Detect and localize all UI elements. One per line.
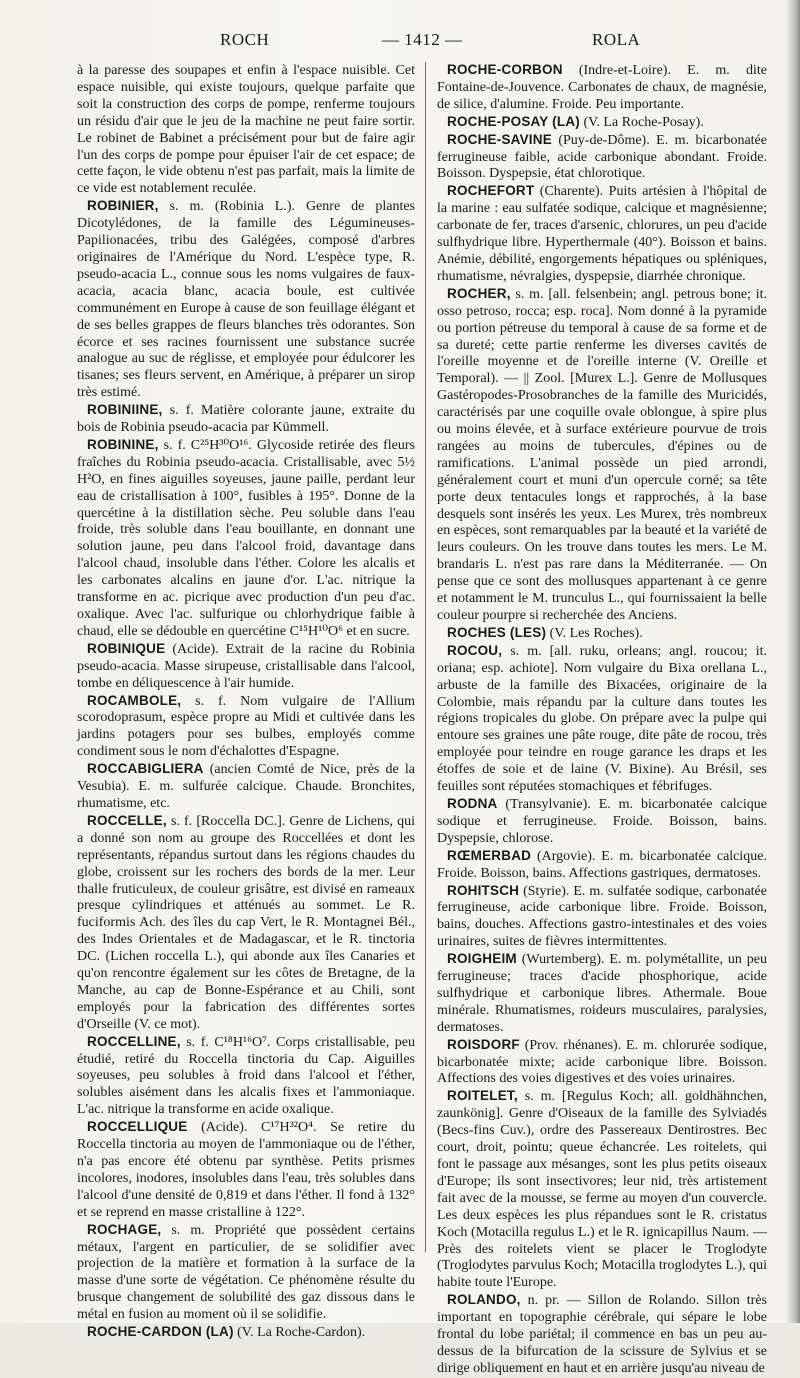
entry-text: n. pr. — Sillon de Rolando. Sillon très important en topographie cérébrale, qui sépare le lobe frontal du lobe pariétal; il commence en bas un peu au-dessus de la bifurcation de la scissure de Sylvius et se dirige obliquement en haut et en arrière jusqu'au niveau de xyxy=(437,1293,767,1376)
entry-text: (V. La Roche-Posay). xyxy=(579,114,704,130)
entry-headword: ROCHE-POSAY (LA) xyxy=(447,113,580,129)
entry-text: (Indre-et-Loire). E. m. dite Fontaine-de-Jouvence. Carbonates de chaux, de magnésie, de silice, d'alumine. Froide. Peu importante. xyxy=(437,63,767,112)
entry-text: s. m. [Regulus Koch; all. goldhähnchen, zaunkönig]. Genre d'Oiseaux de la famille des Sylviadés (Becs-fins Cuv.), ordre des Passereaux Dentirostres. Bec court, droit, pointu; queue échancrée. Les roitelets, qui font le passage aux mésanges, sont les plus petits oiseaux d'Europe; ils sont insectivores; leur nid, très artistement fait avec de la mousse, se ferme au moyen d'un couvercle. Les deux espèces les plus répandues sont le R. cristatus Koch (Motacilla regulus L.) et le R. ignicapillus Naum. — Près des roitelets vient se placer le Troglodyte (Troglodytes parvulus Koch; Motacilla troglodytes L.), qui habite toute l'Europe. xyxy=(437,1089,767,1291)
entry-text: (Charente). Puits artésien à l'hôpital de la marine : eau sulfatée sodique, calcique et magnésienne; carbonate de fer, traces d'arsenic, chlorures, un peu d'acide sulfhydrique libre. Hyperthermale (40°). Boisson et bains. Anémie, débilité, engorgements hépatiques ou spléniques, rhumatisme, névralgies, dyspepsie, diarrhée chronique. xyxy=(437,184,767,284)
entry-text: à la paresse des soupapes et enfin à l'espace nuisible. Cet espace nuisible, qui existe toujours, quelque parfaite que soit la construction des corps de pompe, renferme toujours un résidu d'air que le jeu de la machine ne peut faire sortir. Le robinet de Babinet a précisément pour but de faire agir l'un des corps de pompe pour épuiser l'air de cet espace; de cette façon, le vide obtenu n'est pas parfait, mais la limite de ce vide est notablement reculée. xyxy=(77,63,416,197)
entry-headword: ROCAMBOLE, xyxy=(87,692,182,708)
dictionary-entry xyxy=(77,813,415,1034)
entry-headword: ROCHE-CORBON xyxy=(447,62,563,77)
header-left-guideword: ROCH xyxy=(220,30,270,49)
dictionary-entry xyxy=(77,62,415,198)
page-number: — 1412 — xyxy=(382,30,463,49)
running-header xyxy=(0,30,800,54)
entry-text: s. m. Propriété que possèdent certains métaux, l'argent en particulier, de se solidifier avec projection de la matière et formation à la surface de la masse d'une sorte de végétation. Ce phénomène résulte du brusque changement de solubilité des gaz dissous dans le métal en fusion au moment où il se solidifie. xyxy=(77,1222,415,1323)
dictionary-entry xyxy=(77,437,415,641)
dictionary-entry xyxy=(77,1034,415,1120)
entry-headword: RŒMERBAD xyxy=(447,847,532,863)
entry-text: (V. La Roche-Cardon). xyxy=(233,1325,366,1341)
entry-text: s. f. C²⁵H³⁰O¹⁶. Glycoside retirée des fleurs fraîches du Robinia pseudo-acacia. Cristallisable, avec 5½ H²O, en fines aiguilles soyeuses, jaune paille, perdant leur eau de cristallisation à 100°, fusibles à 195°. Donne de la quercétine à la distillation sèche. Peu soluble dans l'eau froide, très soluble dans l'eau bouillante, en donnant une solution jaune, peu dans l'alcool froid, davantage dans l'alcool chaud, insoluble dans l'éther. Colore les alcalis et les carbonates alcalins en jaune d'or. L'ac. nitrique la transforme en ac. picrique avec production d'un peu d'ac. oxalique. Avec l'ac. sulfurique ou chlorhydrique faible à chaud, elle se dédouble en quercétine C¹⁵H¹⁰O⁶ et en sucre. xyxy=(77,437,415,639)
dictionary-entry xyxy=(437,183,767,285)
entry-text: (Styrie). E. m. sulfatée sodique, carbonatée ferrugineuse, acide carbonique libre. Froide. Boisson, bains, douches. Affections gastro-intestinales et des voies urinaires, suites de fièvres intermittentes. xyxy=(437,883,767,950)
entry-headword: ROCCABIGLIERA xyxy=(87,761,204,777)
entry-headword: ROIGHEIM xyxy=(447,951,517,967)
entry-text: s. m. (Robinia L.). Genre de plantes Dicotylédones, de la famille des Légumineuses-Papilionacées, tribu des Galégées, composé d'arbres originaires de l'Amérique du Nord. L'espèce type, R. pseudo-acacia L., connue sous les noms vulgaires de faux-acacia, acacia blanc, acacia boule, est cultivée communément en Europe à cause de son feuillage élégant et de ses belles grappes de fleurs blanches très odorantes. Son écorce et ses racines fournissent une substance sucrée analogue au suc de réglisse, et employée pour édulcorer les tisanes; ses fleurs servent, en Amérique, à préparer un sirop très estimé. xyxy=(77,199,415,401)
dictionary-entry xyxy=(437,1088,767,1292)
entry-text: (Puy-de-Dôme). E. m. bicarbonatée ferrugineuse faible, acide carbonique abondant. Froide. Boisson. Dyspepsie, état chlorotique. xyxy=(437,132,767,182)
entry-headword: ROCHER, xyxy=(447,285,511,301)
dictionary-entry xyxy=(437,883,767,952)
entry-headword: ROCHE-SAVINE xyxy=(447,131,552,147)
entry-text: (V. Les Roches). xyxy=(546,625,643,641)
dictionary-entry xyxy=(437,132,767,184)
entry-text: s. m. [all. ruku, orleans; angl. roucou; it. oriana; esp. achiote]. Nom vulgaire du Bixa orellana L., arbuste de la famille des Bixacées, originaire de la Colombie, mais répandu par la culture dans toutes les régions tropicales du globe. On prépare avec la pulpe qui entoure ses graines une pâte rouge, dite pâte de rocou, très employée pour teindre en rouge garance les draps et les étoffes de soie et de laine (V. Bixine). Au Brésil, ses feuilles sont réputées stomachiques et fébrifuges. xyxy=(437,643,767,795)
entry-headword: ROCCELLIQUE xyxy=(87,1119,188,1135)
entry-headword: ROBINIER, xyxy=(87,198,159,214)
dictionary-entry xyxy=(77,693,415,762)
dictionary-entry xyxy=(437,1292,767,1378)
entry-text: (Acide). Extrait de la racine du Robinia pseudo-acacia. Masse sirupeuse, cristallisable dans l'alcool, tombe en déliquescence à l'air humide. xyxy=(77,641,415,691)
entry-headword: ROCCELLINE, xyxy=(87,1033,181,1049)
entry-text: (Acide). C¹⁷H³²O⁴. Se retire du Roccella tinctoria au moyen de l'ammoniaque ou de l'éther, n'a pas encore été obtenu par synthèse. Petits prismes incolores, inodores, insolubles dans l'eau, très solubles dans l'alcool d'une densité de 0,819 et dans l'éther. Il fond à 132° et se reprend en masse cristalline à 122°. xyxy=(77,1120,415,1220)
entry-headword: ROHITSCH xyxy=(447,882,520,898)
header-right-guideword: ROLA xyxy=(592,30,641,49)
entry-headword: ROCHAGE, xyxy=(87,1221,162,1237)
dictionary-entry xyxy=(437,796,767,848)
entry-headword: ROCCELLE, xyxy=(87,812,167,828)
entry-text: s. f. Nom vulgaire de l'Allium scorodoprasum, espèce propre au Midi et cultivée dans les jardins potagers pour ses bulbes, employés comme condiment sous le nom d'échalottes d'Espagne. xyxy=(77,693,415,760)
dictionary-entry xyxy=(77,641,415,693)
entry-text: (Prov. rhénanes). E. m. chlorurée sodique, bicarbonatée mixte; acide carbonique libre. Boisson. Affections des voies digestives et des voies urinaires. xyxy=(437,1037,767,1087)
dictionary-entry xyxy=(437,62,767,114)
dictionary-entry xyxy=(77,1324,415,1342)
dictionary-entry xyxy=(77,402,415,437)
entry-headword: ROBININE, xyxy=(87,436,159,452)
entry-headword: ROCOU, xyxy=(447,642,503,658)
entry-headword: RODNA xyxy=(447,795,498,811)
entry-headword: ROCHES (LES) xyxy=(447,624,547,640)
dictionary-entry xyxy=(437,643,767,796)
dictionary-entry xyxy=(437,848,767,883)
dictionary-entry xyxy=(437,114,767,132)
left-column xyxy=(77,62,416,1341)
entry-headword: ROISDORF xyxy=(447,1036,520,1052)
dictionary-entry xyxy=(77,1119,415,1221)
dictionary-entry xyxy=(437,625,767,643)
entry-headword: ROBINIINE, xyxy=(87,402,163,418)
dictionary-entry xyxy=(77,198,415,402)
entry-text: s. f. Matière colorante jaune, extraite du bois de Robinia pseudo-acacia par Kümmell. xyxy=(77,403,415,436)
entry-headword: ROBINIQUE xyxy=(87,640,166,656)
entry-text: s. m. [all. felsenbein; angl. petrous bone; it. osso petroso, rocca; esp. roca]. Nom donné à la pyramide ou portion pétreuse du temporal à cause de sa forme et de sa dureté; cette partie renferme les diverses cavités de l'oreille moyenne et de l'oreille interne (V. Oreille et Temporal). — || Zool. [Murex L.]. Genre de Mollusques Gastéropodes-Prosobranches de la famille des Muricidés, caractérisés par une coquille ovale oblongue, à spire plus ou moins élevée, et à surface extérieure pourvue de trois rangées au moins de tubercules, d'épines ou de ramifications. L'animal possède un pied arrondi, généralement court et muni d'un opercule corné; sa tête porte deux tentacules longs et rapprochés, à la base desquels sont insérés les yeux. Les Murex, très nombreux en espèces, sont remarquables par la beauté et la variété de leurs couleurs. On les trouve dans toutes les mers. Le M. brandaris L. n'est pas rare dans la Méditerranée. — On pense que ce sont des mollusques appartenant à ce genre et notamment le M. trunculus L., qui fournissaient la belle couleur pourpre si recherchée des Anciens. xyxy=(437,286,767,623)
entry-text: (Wurtemberg). E. m. polymétallite, un peu ferrugineuse; traces d'acide phosphorique, acide sulfhydrique et carbonique libres. Athermale. Boue minérale. Rhumatismes, roideurs musculaires, paralysies, dermatoses. xyxy=(437,952,767,1035)
entry-headword: ROCHE-CARDON (LA) xyxy=(87,1324,234,1340)
entry-text: (Argovie). E. m. bicarbonatée calcique. Froide. Boisson, bains. Affections gastriques, dermatoses. xyxy=(437,848,767,881)
dictionary-entry xyxy=(77,1222,415,1324)
entry-text: s. f. C¹⁸H¹⁶O⁷. Corps cristallisable, peu étudié, retiré du Roccella tinctoria du Cap. Aiguilles soyeuses, peu solubles à froid dans l'alcool et l'éther, solubles aisément dans les alcalis fixes et l'ammoniaque. L'ac. nitrique la transforme en acide oxalique. xyxy=(77,1034,415,1118)
dictionary-entry xyxy=(437,286,767,625)
page-edge-shadow xyxy=(786,0,800,1323)
column-divider xyxy=(425,62,426,1252)
entry-text: s. f. [Roccella DC.]. Genre de Lichens, qui a donné son nom au groupe des Roccellées et dont les représentants, répandus surtout dans les régions chaudes du globe, croissent sur les rochers des bords de la mer. Leur thalle fruticuleux, de couleur grisâtre, est divisé en rameaux presque cylindriques et atténués au sommet. Le R. fuciformis Ach. des îles du cap Vert, le R. Montagnei Bél., des Indes Orientales et de Madagascar, et le R. tinctoria DC. (Lichen roccella L.), qui abonde aux îles Canaries et qu'on rencontre également sur les côtes de Bretagne, de la Manche, au cap de Bonne-Espérance et au Chili, sont employés pour la fabrication des différentes sortes d'Orseille (V. ce mot). xyxy=(77,813,415,1032)
entry-text: (ancien Comté de Nice, près de la Vesubia). E. m. sulfurée calcique. Chaude. Bronchites, rhumatisme, etc. xyxy=(77,762,415,811)
right-column xyxy=(437,62,767,1376)
entry-headword: ROITELET, xyxy=(447,1088,518,1104)
entry-headword: ROCHEFORT xyxy=(447,183,535,199)
entry-headword: ROLANDO, xyxy=(447,1292,521,1308)
dictionary-entry xyxy=(437,951,767,1037)
dictionary-entry xyxy=(77,761,415,813)
entry-text: (Transylvanie). E. m. bicarbonatée calcique sodique et ferrugineuse. Froide. Boisson, bains. Dyspepsie, chlorose. xyxy=(437,796,767,846)
dictionary-entry xyxy=(437,1037,767,1089)
